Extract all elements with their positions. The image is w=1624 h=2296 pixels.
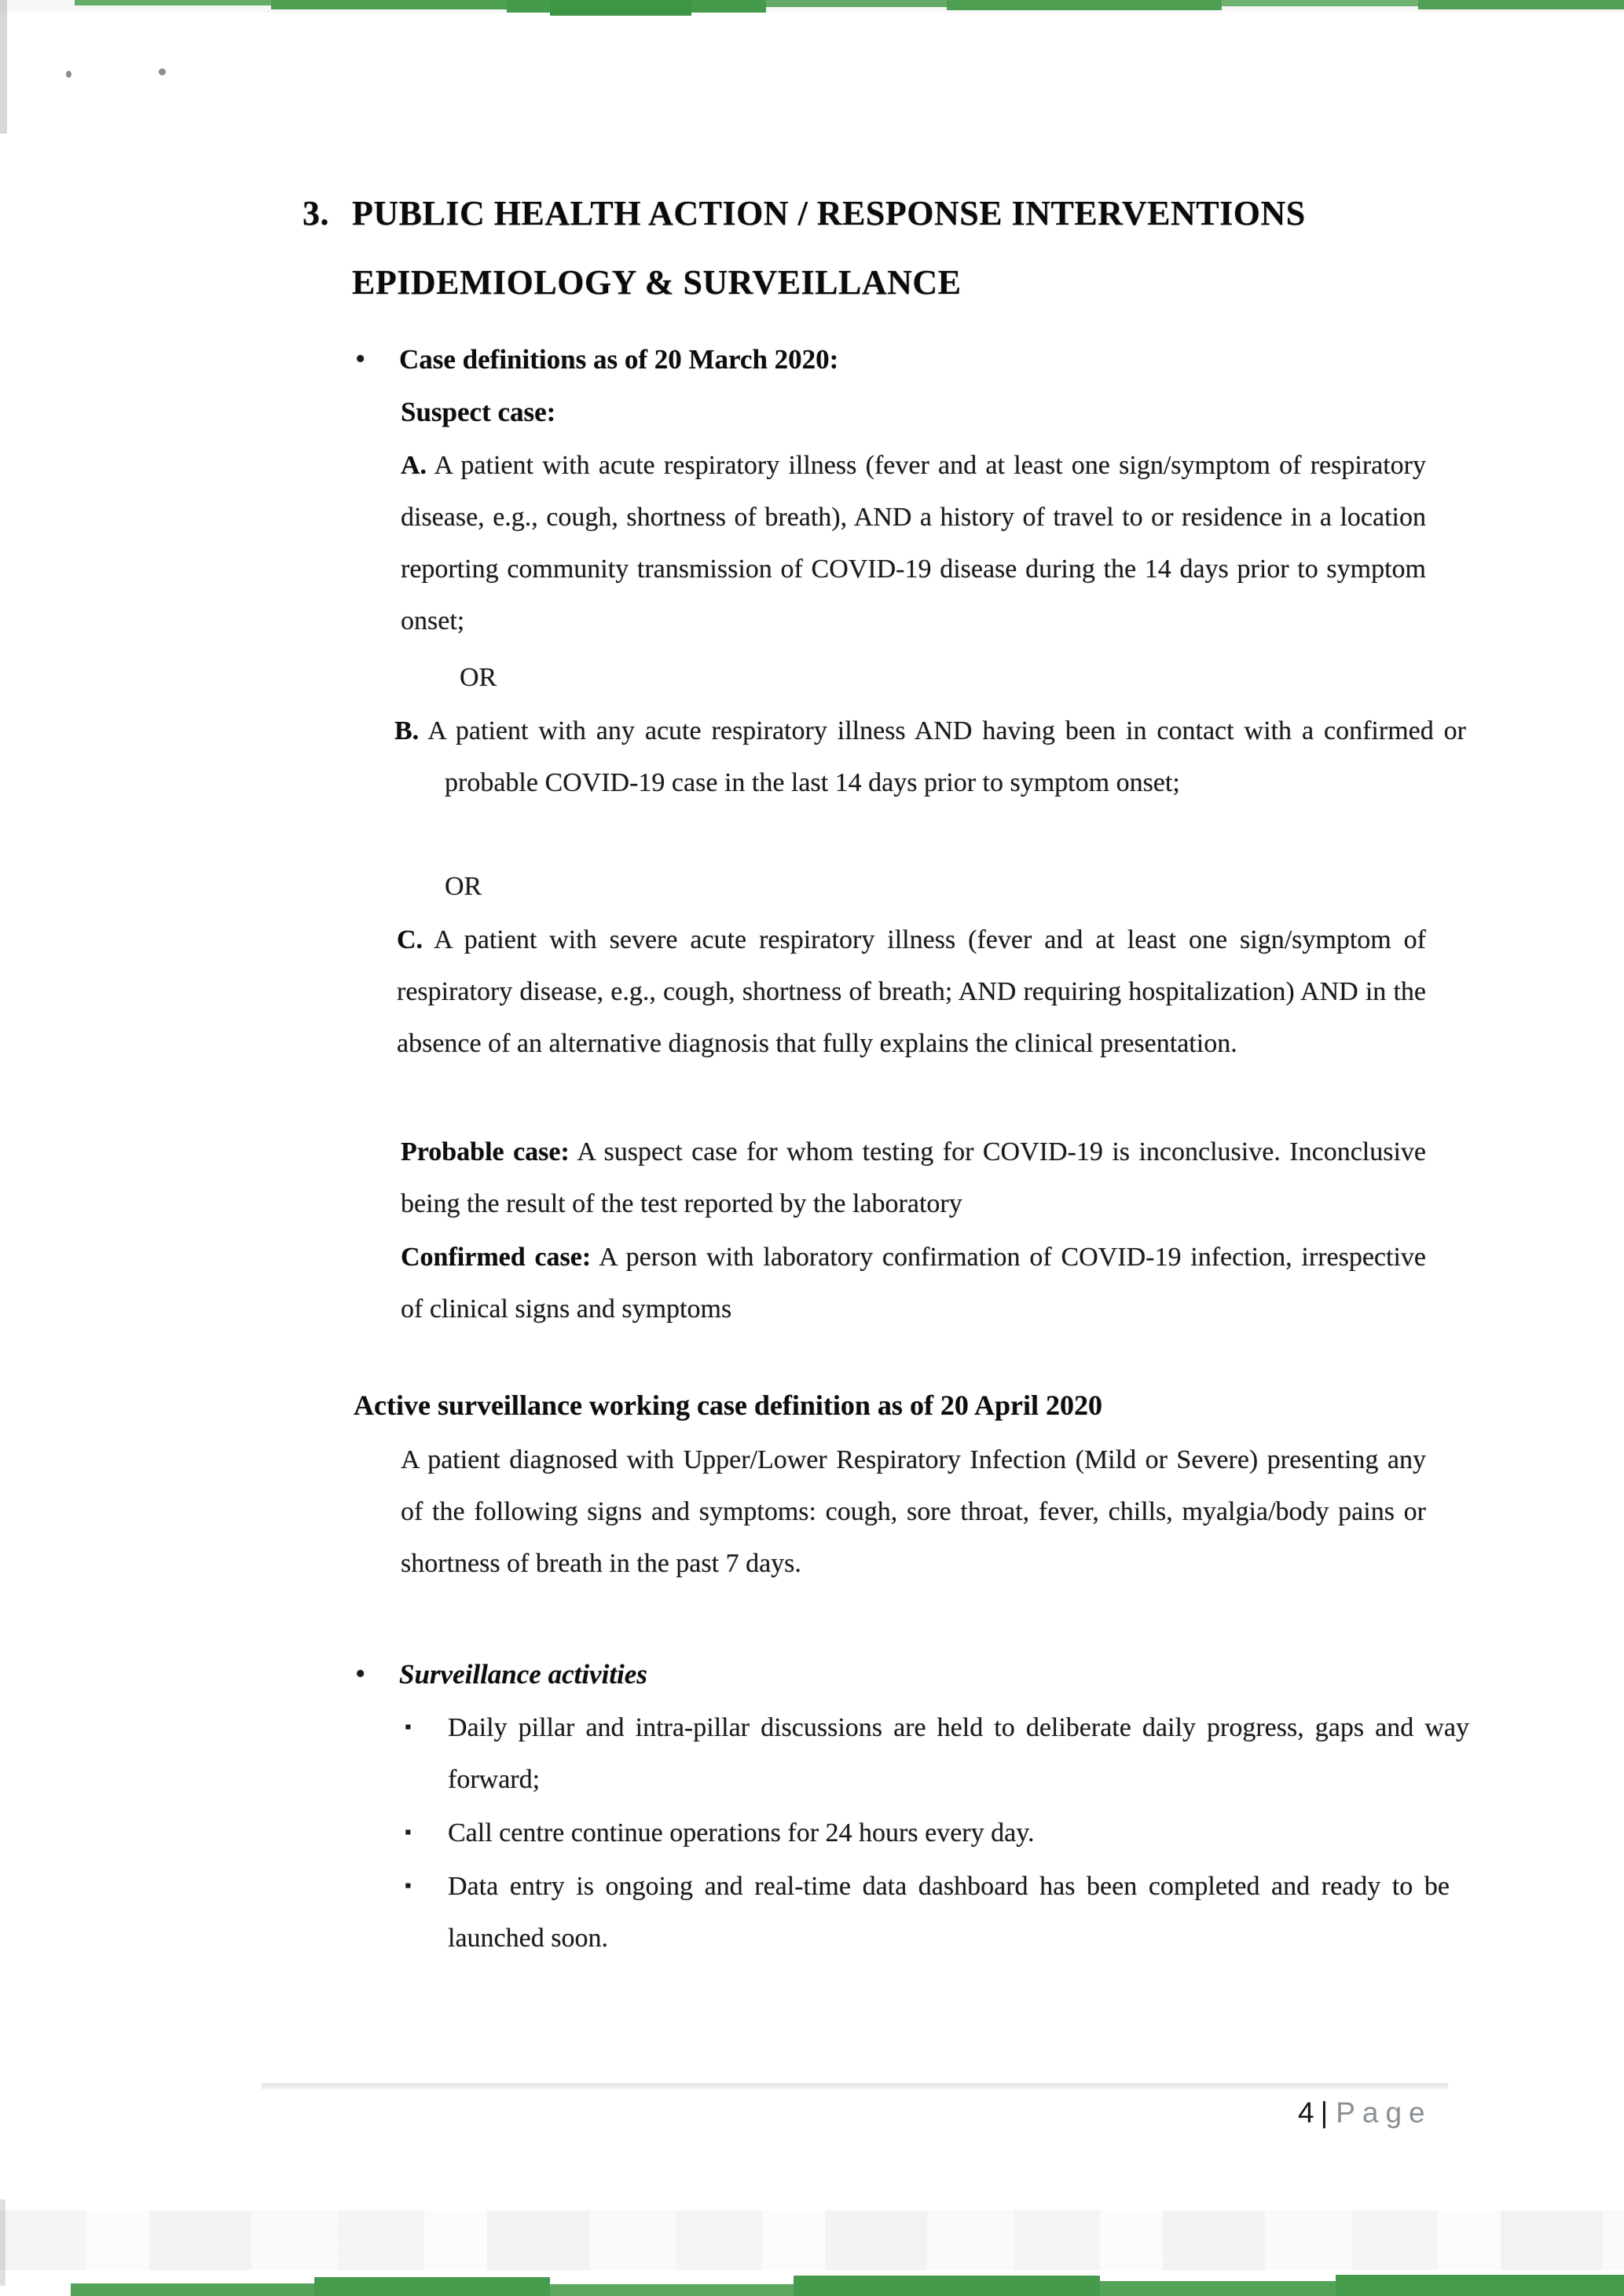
definition-b-lead: B. bbox=[394, 716, 420, 745]
definition-b bbox=[394, 705, 1466, 809]
definition-c-text: A patient with severe acute respiratory illness (fever and at least one sign/symptom of respiratory disease, e.g., cough, shortness of breath; AND requiring hospitalization) AND in the absence of an alternative diagnosis that fully explains the clinical presentation. bbox=[397, 925, 1427, 1058]
scan-edge-artifact-top bbox=[1418, 0, 1624, 9]
footer-word: Page bbox=[1336, 2096, 1432, 2129]
scan-noise-band bbox=[0, 2210, 1624, 2270]
section-number: 3. bbox=[302, 194, 329, 233]
scan-edge-artifact-top bbox=[271, 0, 507, 9]
scan-edge-artifact-top bbox=[947, 0, 1222, 10]
scan-edge-artifact-bottom bbox=[314, 2277, 550, 2296]
page-number: 4 bbox=[1298, 2096, 1314, 2129]
square-bullet-icon: ▪ bbox=[405, 1822, 412, 1843]
activity-text: Call centre continue operations for 24 hours every day. bbox=[448, 1818, 1035, 1847]
scan-speck bbox=[159, 68, 166, 75]
active-surveillance-heading: Active surveillance working case definition as of 20 April 2020 bbox=[354, 1390, 1102, 1421]
definition-c bbox=[397, 914, 1426, 1070]
suspect-case-label: Suspect case: bbox=[401, 397, 556, 427]
round-bullet-icon: • bbox=[355, 342, 366, 375]
scan-left-edge-shadow bbox=[0, 0, 7, 134]
probable-case-text: A suspect case for whom testing for COVID-19 is inconclusive. Inconclusive being the result of the test reported by the laboratory bbox=[401, 1137, 1426, 1218]
scan-edge-artifact-top bbox=[75, 0, 271, 5]
scan-edge-artifact-bottom bbox=[1336, 2275, 1624, 2296]
confirmed-case-text: A person with laboratory confirmation of COVID-19 infection, irrespective of clinical signs and symptoms bbox=[401, 1243, 1427, 1324]
activity-item bbox=[405, 1807, 1469, 1859]
scan-edge-artifact-bottom bbox=[550, 2284, 794, 2296]
definition-a bbox=[401, 440, 1426, 647]
scan-edge-artifact-bottom bbox=[794, 2276, 1100, 2296]
confirmed-case-label: Confirmed case: bbox=[401, 1243, 592, 1272]
scan-edge-artifact-bottom bbox=[1100, 2281, 1336, 2296]
probable-case-paragraph bbox=[401, 1126, 1426, 1230]
footer-separator: | bbox=[1320, 2096, 1329, 2129]
definition-b-text: A patient with any acute respiratory illness AND having been in contact with a confirmed or probable COVID-19 case in the last 14 days prior to symptom onset; bbox=[427, 716, 1467, 797]
footer-rule bbox=[262, 2083, 1448, 2089]
or-connector-1: OR bbox=[460, 663, 497, 692]
scan-edge-artifact-top bbox=[766, 0, 947, 7]
scan-edge-artifact-top bbox=[550, 0, 691, 16]
definition-c-lead: C. bbox=[397, 925, 423, 954]
scan-speck bbox=[66, 71, 71, 78]
surveillance-activities-label: Surveillance activities bbox=[399, 1659, 647, 1690]
square-bullet-icon: ▪ bbox=[405, 1876, 412, 1896]
activity-text: Daily pillar and intra-pillar discussions are held to deliberate daily progress, gaps and way forward; bbox=[448, 1713, 1469, 1794]
page-footer bbox=[1298, 2096, 1432, 2130]
activity-item bbox=[405, 1860, 1450, 1965]
activity-item bbox=[405, 1701, 1469, 1806]
square-bullet-icon: ▪ bbox=[405, 1717, 412, 1738]
list-item bbox=[355, 1648, 1426, 1701]
round-bullet-icon: • bbox=[355, 1657, 366, 1690]
active-surveillance-text: A patient diagnosed with Upper/Lower Respiratory Infection (Mild or Severe) presenting any of the following signs and symptoms: cough, sore throat, fever, chills, myalgia/body pains or shortness of breath in the past 7 days. bbox=[401, 1445, 1426, 1578]
case-definitions-label: Case definitions as of 20 March 2020: bbox=[399, 344, 839, 375]
probable-case-label: Probable case: bbox=[401, 1137, 570, 1166]
definition-a-lead: A. bbox=[401, 451, 427, 480]
or-connector-2: OR bbox=[445, 872, 482, 901]
scan-edge-artifact-bottom bbox=[71, 2283, 314, 2296]
confirmed-case-paragraph bbox=[401, 1232, 1426, 1335]
definition-a-text: A patient with acute respiratory illness (fever and at least one sign/symptom of respiratory disease, e.g., cough, shortness of breath), AND a history of travel to or residence in a location reporting community transmission of COVID-19 disease during the 14 days prior to symptom onset; bbox=[401, 451, 1426, 635]
page-title-line1: PUBLIC HEALTH ACTION / RESPONSE INTERVENTIONS bbox=[352, 194, 1306, 233]
activity-text: Data entry is ongoing and real-time data dashboard has been completed and ready to be launched soon. bbox=[448, 1872, 1450, 1953]
page-title bbox=[352, 179, 1373, 317]
list-item bbox=[355, 333, 1426, 386]
page-title-line2: EPIDEMIOLOGY & SURVEILLANCE bbox=[352, 263, 962, 302]
scan-edge-artifact-top bbox=[1222, 0, 1418, 6]
